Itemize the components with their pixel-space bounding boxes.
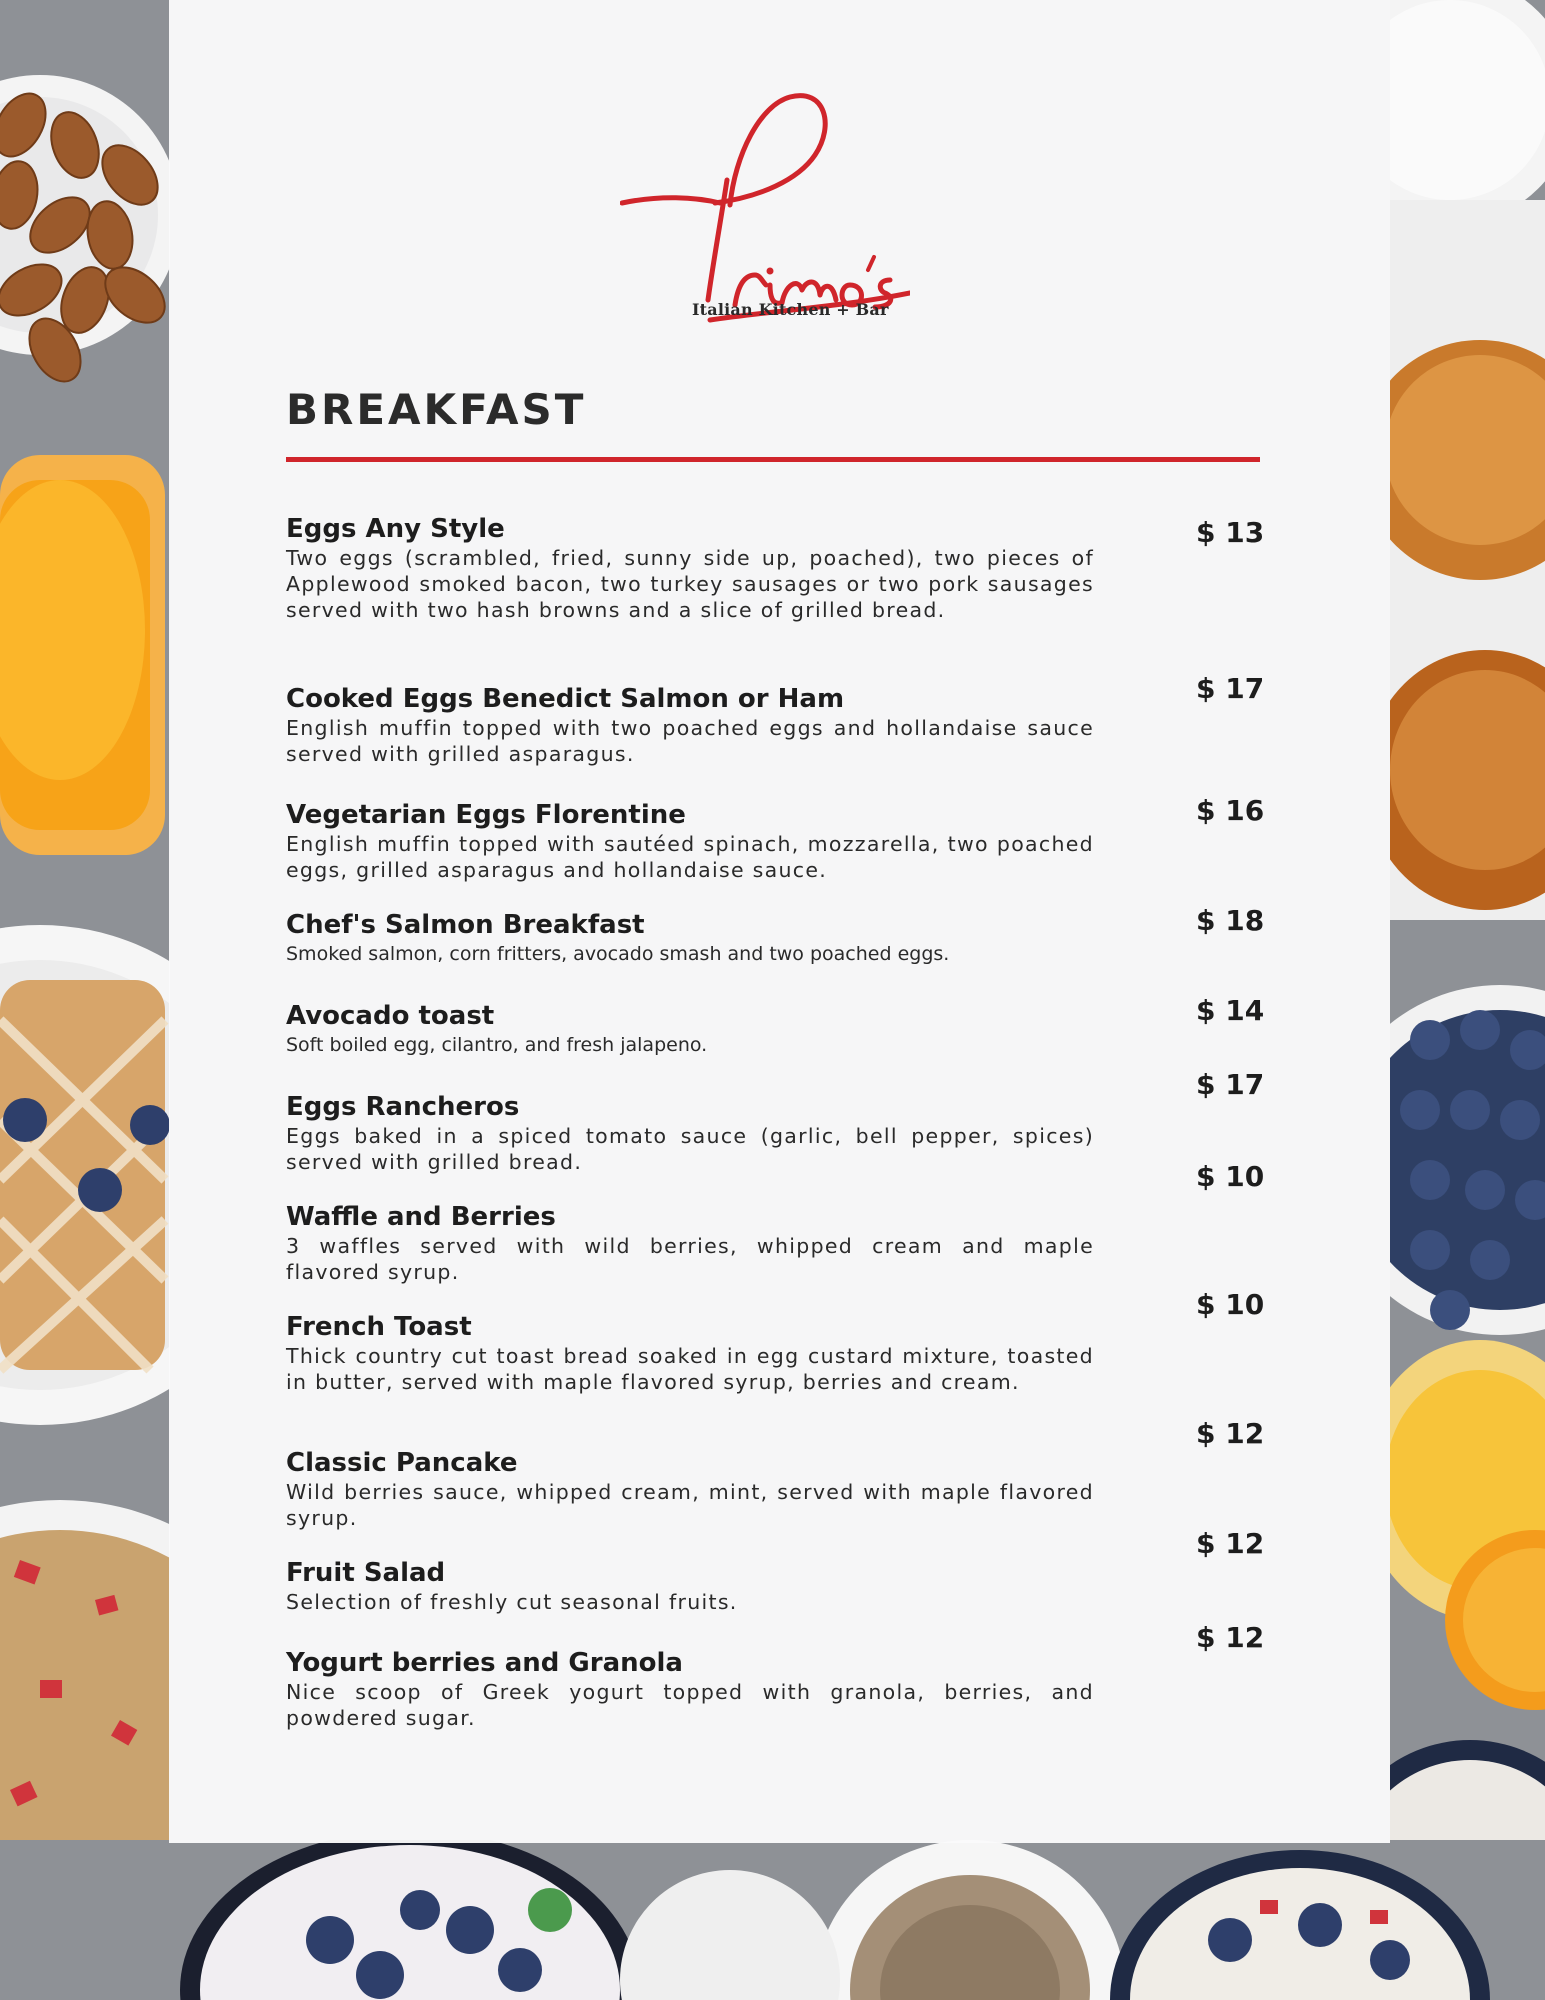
menu-item [286,1311,1094,1395]
menu-item-description: 3 waffles served with wild berries, whipped cream and maple flavored syrup. [286,1234,1094,1284]
menu-item-name: Yogurt berries and Granola [286,1648,683,1678]
section-divider [286,457,1260,462]
menu-item-name: Cooked Eggs Benedict Salmon or Ham [286,684,845,714]
menu-item [286,1647,1094,1731]
menu-item-price: $ 14 [1196,994,1265,1027]
right-food-photo [1390,0,1545,2000]
menu-item [286,1201,1094,1285]
menu-item [286,1091,1094,1175]
menu-item-description: Selection of freshly cut seasonal fruits. [286,1590,738,1614]
bottom-food-photo [0,1840,1545,2000]
menu-item-description: English muffin topped with two poached eggs and hollandaise sauce served with grilled asparagus. [286,716,1094,766]
menu-item-description: Two eggs (scrambled, fried, sunny side up, poached), two pieces of Applewood smoked bacon, two turkey sausages or two pork sausages served with two hash browns and a slice of grilled bread. [286,546,1094,622]
menu-item-description: Smoked salmon, corn fritters, avocado smash and two poached eggs. [286,943,950,965]
menu-item-name: Eggs Rancheros [286,1092,520,1122]
menu-item-name: Waffle and Berries [286,1202,556,1232]
menu-item-description: Wild berries sauce, whipped cream, mint, served with maple flavored syrup. [286,1480,1094,1530]
menu-item [286,799,1094,883]
menu-item-price: $ 10 [1196,1160,1265,1193]
menu-item-description: English muffin topped with sautéed spinach, mozzarella, two poached eggs, grilled asparagus and hollandaise sauce. [286,832,1094,882]
menu-item [286,1557,1094,1615]
menu-item-name: Classic Pancake [286,1448,518,1478]
menu-item-name: Fruit Salad [286,1558,446,1588]
menu-item [286,1000,1094,1058]
left-food-photo [0,0,170,2000]
menu-item [286,909,1094,967]
menu-item [286,1447,1094,1531]
menu-item-description: Soft boiled egg, cilantro, and fresh jalapeno. [286,1034,708,1056]
menu-item-description: Nice scoop of Greek yogurt topped with granola, berries, and powdered sugar. [286,1680,1094,1730]
menu-item-name: Eggs Any Style [286,514,505,544]
menu-item-description: Thick country cut toast bread soaked in egg custard mixture, toasted in butter, served with maple flavored syrup, berries and cream. [286,1344,1094,1394]
menu-item [286,683,1094,767]
menu-item-price: $ 13 [1196,516,1265,549]
menu-item-price: $ 12 [1196,1527,1265,1560]
primos-logo [620,85,910,325]
menu-item-price: $ 12 [1196,1621,1265,1654]
menu-item-price: $ 17 [1196,672,1265,705]
menu-item-name: Avocado toast [286,1001,495,1031]
menu-item-price: $ 10 [1196,1288,1265,1321]
menu-item-price: $ 12 [1196,1417,1265,1450]
menu-item-price: $ 17 [1196,1068,1265,1101]
menu-item-price: $ 18 [1196,904,1265,937]
logo-subtitle: Italian Kitchen + Bar [692,300,889,319]
menu-item-price: $ 16 [1196,794,1265,827]
menu-item-name: Vegetarian Eggs Florentine [286,800,686,830]
menu-item-name: Chef's Salmon Breakfast [286,910,645,940]
menu-item-description: Eggs baked in a spiced tomato sauce (garlic, bell pepper, spices) served with grilled bread. [286,1124,1094,1174]
primos-script-logo [620,85,910,325]
section-title: BREAKFAST [286,385,587,434]
menu-item [286,513,1094,623]
menu-item-name: French Toast [286,1312,472,1342]
